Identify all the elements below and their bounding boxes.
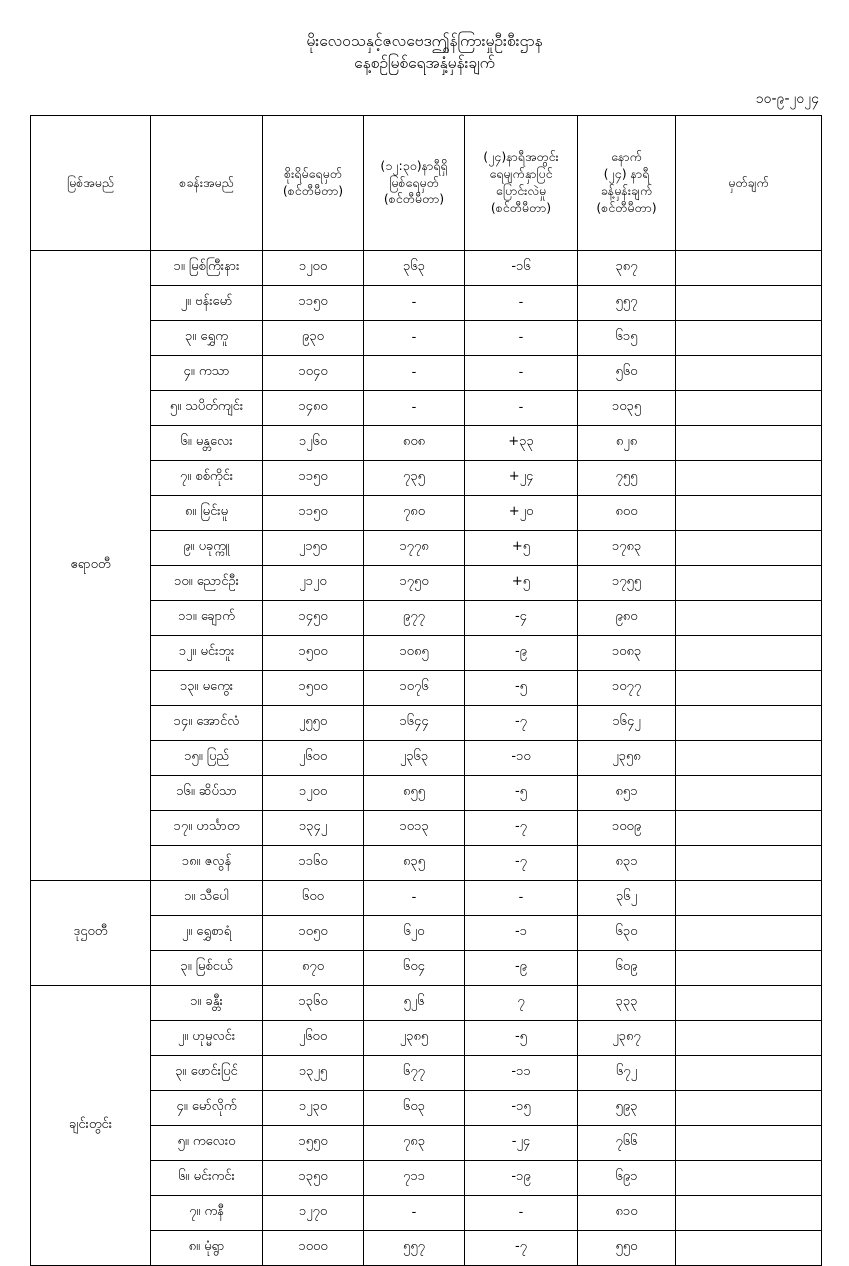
station-name-cell: ၁၇။ ဟင်္သာတ bbox=[151, 810, 263, 845]
column-header-warning-level-line-1: စိုးရိမ်ရေမှတ် bbox=[284, 166, 342, 182]
remark-cell bbox=[676, 460, 822, 495]
remark-cell bbox=[676, 565, 822, 600]
column-header-forecast-24h-line-4: (စင်တီမီတာ) bbox=[596, 199, 657, 215]
current-level-cell: - bbox=[364, 390, 465, 425]
remark-cell bbox=[676, 425, 822, 460]
remark-cell bbox=[676, 1125, 822, 1160]
current-level-cell: ၈၅၅ bbox=[364, 775, 465, 810]
forecast-24h-cell: ၉၈၀ bbox=[578, 600, 676, 635]
change-24h-cell: -၅ bbox=[465, 670, 578, 705]
warning-level-cell: ၆၀၀ bbox=[263, 880, 364, 915]
remark-cell bbox=[676, 740, 822, 775]
change-24h-cell: +၂၀ bbox=[465, 495, 578, 530]
warning-level-cell: ၁၅၀၀ bbox=[263, 670, 364, 705]
station-name-cell: ၅။ ကလေးဝ bbox=[151, 1125, 263, 1160]
warning-level-cell: ၉၃၀ bbox=[263, 320, 364, 355]
remark-cell bbox=[676, 635, 822, 670]
current-level-cell: ၆၇၇ bbox=[364, 1055, 465, 1090]
forecast-24h-cell: ၆၉၁ bbox=[578, 1160, 676, 1195]
warning-level-cell: ၁၄၅၀ bbox=[263, 600, 364, 635]
current-level-cell: ၅၂၆ bbox=[364, 985, 465, 1020]
forecast-24h-cell: ၈၀၀ bbox=[578, 495, 676, 530]
remark-cell bbox=[676, 390, 822, 425]
change-24h-cell: - bbox=[465, 880, 578, 915]
remark-cell bbox=[676, 320, 822, 355]
column-header-current-level bbox=[364, 115, 465, 250]
remark-cell bbox=[676, 250, 822, 285]
remark-cell bbox=[676, 285, 822, 320]
change-24h-cell: -၄ bbox=[465, 600, 578, 635]
change-24h-cell: -၂၄ bbox=[465, 1125, 578, 1160]
warning-level-cell: ၂၆၀၀ bbox=[263, 1020, 364, 1055]
warning-level-cell: ၈၇၀ bbox=[263, 950, 364, 985]
table-row bbox=[31, 250, 822, 285]
remark-cell bbox=[676, 1055, 822, 1090]
station-name-cell: ၁၈။ ဇလွန် bbox=[151, 845, 263, 880]
warning-level-cell: ၁၁၅၀ bbox=[263, 285, 364, 320]
column-header-change-24h-line-4: (စင်တီမီတာ) bbox=[490, 199, 552, 215]
change-24h-cell: -၇ bbox=[465, 845, 578, 880]
change-24h-cell: ၇ bbox=[465, 985, 578, 1020]
remark-cell bbox=[676, 600, 822, 635]
forecast-24h-cell: ၅၅၀ bbox=[578, 1230, 676, 1265]
forecast-24h-cell: ၈၃၁ bbox=[578, 845, 676, 880]
warning-level-cell: ၁၃၆၀ bbox=[263, 985, 364, 1020]
forecast-24h-cell: ၁၇၈၃ bbox=[578, 530, 676, 565]
change-24h-cell: +၃၃ bbox=[465, 425, 578, 460]
forecast-24h-cell: ၁၆၄၂ bbox=[578, 705, 676, 740]
current-level-cell: ၇၃၅ bbox=[364, 460, 465, 495]
remark-cell bbox=[676, 845, 822, 880]
remark-cell bbox=[676, 670, 822, 705]
warning-level-cell: ၁၃၅၀ bbox=[263, 1160, 364, 1195]
forecast-24h-cell: ၁၀၀၉ bbox=[578, 810, 676, 845]
current-level-cell: - bbox=[364, 320, 465, 355]
change-24h-cell: -၅ bbox=[465, 775, 578, 810]
remark-cell bbox=[676, 810, 822, 845]
warning-level-cell: ၂၁၅၀ bbox=[263, 530, 364, 565]
warning-level-cell: ၁၅၀၀ bbox=[263, 635, 364, 670]
remark-cell bbox=[676, 705, 822, 740]
current-level-cell: ၁၇၅၀ bbox=[364, 565, 465, 600]
change-24h-cell: -၉ bbox=[465, 950, 578, 985]
change-24h-cell: -၅ bbox=[465, 1020, 578, 1055]
column-header-change-24h-line-1: (၂၄)နာရီအတွင်း bbox=[483, 149, 559, 165]
station-name-cell: ၉။ ပခုက္ကူ bbox=[151, 530, 263, 565]
warning-level-cell: ၂၁၂၀ bbox=[263, 565, 364, 600]
warning-level-cell: ၁၃၄၂ bbox=[263, 810, 364, 845]
current-level-cell: ၆၂၀ bbox=[364, 915, 465, 950]
change-24h-cell: +၅ bbox=[465, 530, 578, 565]
station-name-cell: ၅။ သပိတ်ကျင်း bbox=[151, 390, 263, 425]
column-header-change-24h-line-2: ရေမျက်နှာပြင် bbox=[489, 166, 553, 182]
station-name-cell: ၃။ ဖောင်းပြင် bbox=[151, 1055, 263, 1090]
station-name-cell: ၁။ သီပေါ bbox=[151, 880, 263, 915]
change-24h-cell: -၁၉ bbox=[465, 1160, 578, 1195]
station-name-cell: ၆။ မန္တလေး bbox=[151, 425, 263, 460]
current-level-cell: ၁၀၁၃ bbox=[364, 810, 465, 845]
remark-cell bbox=[676, 355, 822, 390]
station-name-cell: ၁။ ခန္တီး bbox=[151, 985, 263, 1020]
current-level-cell: - bbox=[364, 355, 465, 390]
station-name-cell: ၂။ ဗန်းမော် bbox=[151, 285, 263, 320]
station-name-cell: ၆။ မင်းကင်း bbox=[151, 1160, 263, 1195]
warning-level-cell: ၁၂၇၀ bbox=[263, 1195, 364, 1230]
remark-cell bbox=[676, 1195, 822, 1230]
current-level-cell: - bbox=[364, 285, 465, 320]
warning-level-cell: ၁၁၅၀ bbox=[263, 460, 364, 495]
forecast-24h-cell: ၅၉၃ bbox=[578, 1090, 676, 1125]
forecast-24h-cell: ၁၀၇၇ bbox=[578, 670, 676, 705]
station-name-cell: ၄။ မော်လိုက် bbox=[151, 1090, 263, 1125]
forecast-24h-cell: ၈၁၀ bbox=[578, 1195, 676, 1230]
station-name-cell: ၁၃။ မကွေး bbox=[151, 670, 263, 705]
change-24h-cell: - bbox=[465, 285, 578, 320]
column-header-change-24h-line-3: ပြောင်းလဲမှု bbox=[495, 182, 547, 198]
column-header-station-line-1: စခန်းအမည် bbox=[179, 174, 234, 190]
forecast-24h-cell: ၁၀၃၅ bbox=[578, 390, 676, 425]
warning-level-cell: ၁၄၈၀ bbox=[263, 390, 364, 425]
change-24h-cell: +၂၄ bbox=[465, 460, 578, 495]
current-level-cell: - bbox=[364, 880, 465, 915]
column-header-forecast-24h-line-2: (၂၄) နာရီ bbox=[603, 166, 650, 182]
remark-cell bbox=[676, 950, 822, 985]
remark-cell bbox=[676, 1160, 822, 1195]
column-header-remark bbox=[676, 115, 822, 250]
change-24h-cell: -၉ bbox=[465, 635, 578, 670]
table-row bbox=[31, 880, 822, 915]
warning-level-cell: ၁၀၀၀ bbox=[263, 1230, 364, 1265]
warning-level-cell: ၂၅၅၀ bbox=[263, 705, 364, 740]
change-24h-cell: -၇ bbox=[465, 810, 578, 845]
column-header-river-line-1: မြစ်အမည် bbox=[67, 174, 114, 190]
current-level-cell: ၇၈၃ bbox=[364, 1125, 465, 1160]
change-24h-cell: - bbox=[465, 320, 578, 355]
station-name-cell: ၁၄။ အောင်လံ bbox=[151, 705, 263, 740]
remark-cell bbox=[676, 915, 822, 950]
forecast-24h-cell: ၃၈၇ bbox=[578, 250, 676, 285]
river-level-table bbox=[30, 115, 822, 1266]
warning-level-cell: ၁၁၅၀ bbox=[263, 495, 364, 530]
station-name-cell: ၂။ ဟုမ္မလင်း bbox=[151, 1020, 263, 1055]
remark-cell bbox=[676, 1090, 822, 1125]
forecast-24h-cell: ၆၀၉ bbox=[578, 950, 676, 985]
warning-level-cell: ၁၂၀၀ bbox=[263, 775, 364, 810]
current-level-cell: ၇၈၀ bbox=[364, 495, 465, 530]
change-24h-cell: -၁၁ bbox=[465, 1055, 578, 1090]
current-level-cell: ၈၀၈ bbox=[364, 425, 465, 460]
station-name-cell: ၁၀။ ညောင်ဦး bbox=[151, 565, 263, 600]
change-24h-cell: -၁၆ bbox=[465, 250, 578, 285]
table-row bbox=[31, 985, 822, 1020]
current-level-cell: ၁၆၄၄ bbox=[364, 705, 465, 740]
station-name-cell: ၇။ ကနီ bbox=[151, 1195, 263, 1230]
remark-cell bbox=[676, 530, 822, 565]
change-24h-cell: - bbox=[465, 355, 578, 390]
current-level-cell: ၂၃၆၃ bbox=[364, 740, 465, 775]
column-header-forecast-24h-line-3: ခန့်မှန်းချက် bbox=[600, 182, 653, 198]
river-name-cell: ချင်းတွင်း bbox=[31, 985, 151, 1265]
forecast-24h-cell: ၃၃၃ bbox=[578, 985, 676, 1020]
river-name-cell: ဧရာဝတီ bbox=[31, 250, 151, 880]
change-24h-cell: +၅ bbox=[465, 565, 578, 600]
forecast-24h-cell: ၈၅၁ bbox=[578, 775, 676, 810]
warning-level-cell: ၁၂၆၀ bbox=[263, 425, 364, 460]
warning-level-cell: ၂၆၀၀ bbox=[263, 740, 364, 775]
warning-level-cell: ၁၂၃၀ bbox=[263, 1090, 364, 1125]
station-name-cell: ၈။ မုံရွာ bbox=[151, 1230, 263, 1265]
page-title: မိုးလေဝသနှင့်ဇလဗေဒဤွန်ကြားမှုဦးစီးဌာန bbox=[306, 32, 543, 50]
table-header-row bbox=[31, 115, 822, 250]
remark-cell bbox=[676, 1230, 822, 1265]
forecast-24h-cell: ၂၃၈၇ bbox=[578, 1020, 676, 1055]
change-24h-cell: - bbox=[465, 390, 578, 425]
warning-level-cell: ၁၀၄၀ bbox=[263, 355, 364, 390]
column-header-station bbox=[151, 115, 263, 250]
change-24h-cell: -၁၀ bbox=[465, 740, 578, 775]
warning-level-cell: ၁၅၅၀ bbox=[263, 1125, 364, 1160]
remark-cell bbox=[676, 985, 822, 1020]
change-24h-cell: -၁ bbox=[465, 915, 578, 950]
current-level-cell: ၆၀၄ bbox=[364, 950, 465, 985]
document-header bbox=[0, 0, 849, 75]
forecast-24h-cell: ၇၆၆ bbox=[578, 1125, 676, 1160]
change-24h-cell: - bbox=[465, 1195, 578, 1230]
current-level-cell: ၃၆၃ bbox=[364, 250, 465, 285]
station-name-cell: ၁။ မြစ်ကြီးနား bbox=[151, 250, 263, 285]
forecast-24h-cell: ၈၂၈ bbox=[578, 425, 676, 460]
table-body bbox=[31, 250, 822, 1265]
column-header-change-24h bbox=[465, 115, 578, 250]
report-date: ၁၀-၉-၂၀၂၄ bbox=[755, 90, 819, 107]
current-level-cell: - bbox=[364, 1195, 465, 1230]
forecast-24h-cell: ၅၅၇ bbox=[578, 285, 676, 320]
station-name-cell: ၈။ မြင်းမူ bbox=[151, 495, 263, 530]
forecast-24h-cell: ၆၁၅ bbox=[578, 320, 676, 355]
column-header-river bbox=[31, 115, 151, 250]
column-header-forecast-24h bbox=[578, 115, 676, 250]
forecast-24h-cell: ၃၆၂ bbox=[578, 880, 676, 915]
current-level-cell: ၂၃၈၅ bbox=[364, 1020, 465, 1055]
current-level-cell: ၆၀၃ bbox=[364, 1090, 465, 1125]
remark-cell bbox=[676, 495, 822, 530]
change-24h-cell: -၇ bbox=[465, 1230, 578, 1265]
station-name-cell: ၇။ စစ်ကိုင်း bbox=[151, 460, 263, 495]
column-header-current-level-line-2: မြစ်ရေမှတ် bbox=[389, 174, 439, 190]
column-header-remark-line-1: မှတ်ချက် bbox=[728, 174, 769, 190]
forecast-24h-cell: ၂၃၅၈ bbox=[578, 740, 676, 775]
current-level-cell: ၉၇၇ bbox=[364, 600, 465, 635]
current-level-cell: ၅၅၇ bbox=[364, 1230, 465, 1265]
change-24h-cell: -၁၅ bbox=[465, 1090, 578, 1125]
station-name-cell: ၃။ ရွှေကူ bbox=[151, 320, 263, 355]
forecast-24h-cell: ၁၇၅၅ bbox=[578, 565, 676, 600]
current-level-cell: ၈၃၅ bbox=[364, 845, 465, 880]
station-name-cell: ၃။ မြစ်ငယ် bbox=[151, 950, 263, 985]
forecast-24h-cell: ၁၀၈၃ bbox=[578, 635, 676, 670]
forecast-24h-cell: ၆၃၀ bbox=[578, 915, 676, 950]
remark-cell bbox=[676, 775, 822, 810]
station-name-cell: ၁၆။ ဆိပ်သာ bbox=[151, 775, 263, 810]
warning-level-cell: ၁၃၂၅ bbox=[263, 1055, 364, 1090]
remark-cell bbox=[676, 1020, 822, 1055]
remark-cell bbox=[676, 880, 822, 915]
column-header-warning-level bbox=[263, 115, 364, 250]
warning-level-cell: ၁၀၅၀ bbox=[263, 915, 364, 950]
column-header-current-level-line-3: (စင်တီမီတာ) bbox=[383, 191, 445, 207]
current-level-cell: ၁၀၇၆ bbox=[364, 670, 465, 705]
forecast-24h-cell: ၇၅၅ bbox=[578, 460, 676, 495]
warning-level-cell: ၁၁၆၀ bbox=[263, 845, 364, 880]
station-name-cell: ၁၁။ ချောက် bbox=[151, 600, 263, 635]
station-name-cell: ၄။ ကသာ bbox=[151, 355, 263, 390]
station-name-cell: ၁၂။ မင်းဘူး bbox=[151, 635, 263, 670]
page-subtitle: နေ့စဉ်မြစ်ရေအနှံ့မှန်းချက် bbox=[354, 54, 495, 73]
column-header-current-level-line-1: (၁၂:၃၀)နာရီရှိ bbox=[380, 157, 448, 173]
column-header-warning-level-line-2: (စင်တီမီတာ) bbox=[282, 182, 344, 198]
station-name-cell: ၂။ ရွှေစာရံ bbox=[151, 915, 263, 950]
river-name-cell: ဒုဌဝတီ bbox=[31, 880, 151, 985]
table-container bbox=[0, 115, 849, 1266]
current-level-cell: ၁၇၇၈ bbox=[364, 530, 465, 565]
change-24h-cell: -၇ bbox=[465, 705, 578, 740]
warning-level-cell: ၁၂၀၀ bbox=[263, 250, 364, 285]
column-header-forecast-24h-line-1: နောက် bbox=[611, 149, 642, 165]
station-name-cell: ၁၅။ ပြည် bbox=[151, 740, 263, 775]
current-level-cell: ၇၁၁ bbox=[364, 1160, 465, 1195]
forecast-24h-cell: ၅၆၀ bbox=[578, 355, 676, 390]
forecast-24h-cell: ၆၇၂ bbox=[578, 1055, 676, 1090]
current-level-cell: ၁၀၈၅ bbox=[364, 635, 465, 670]
